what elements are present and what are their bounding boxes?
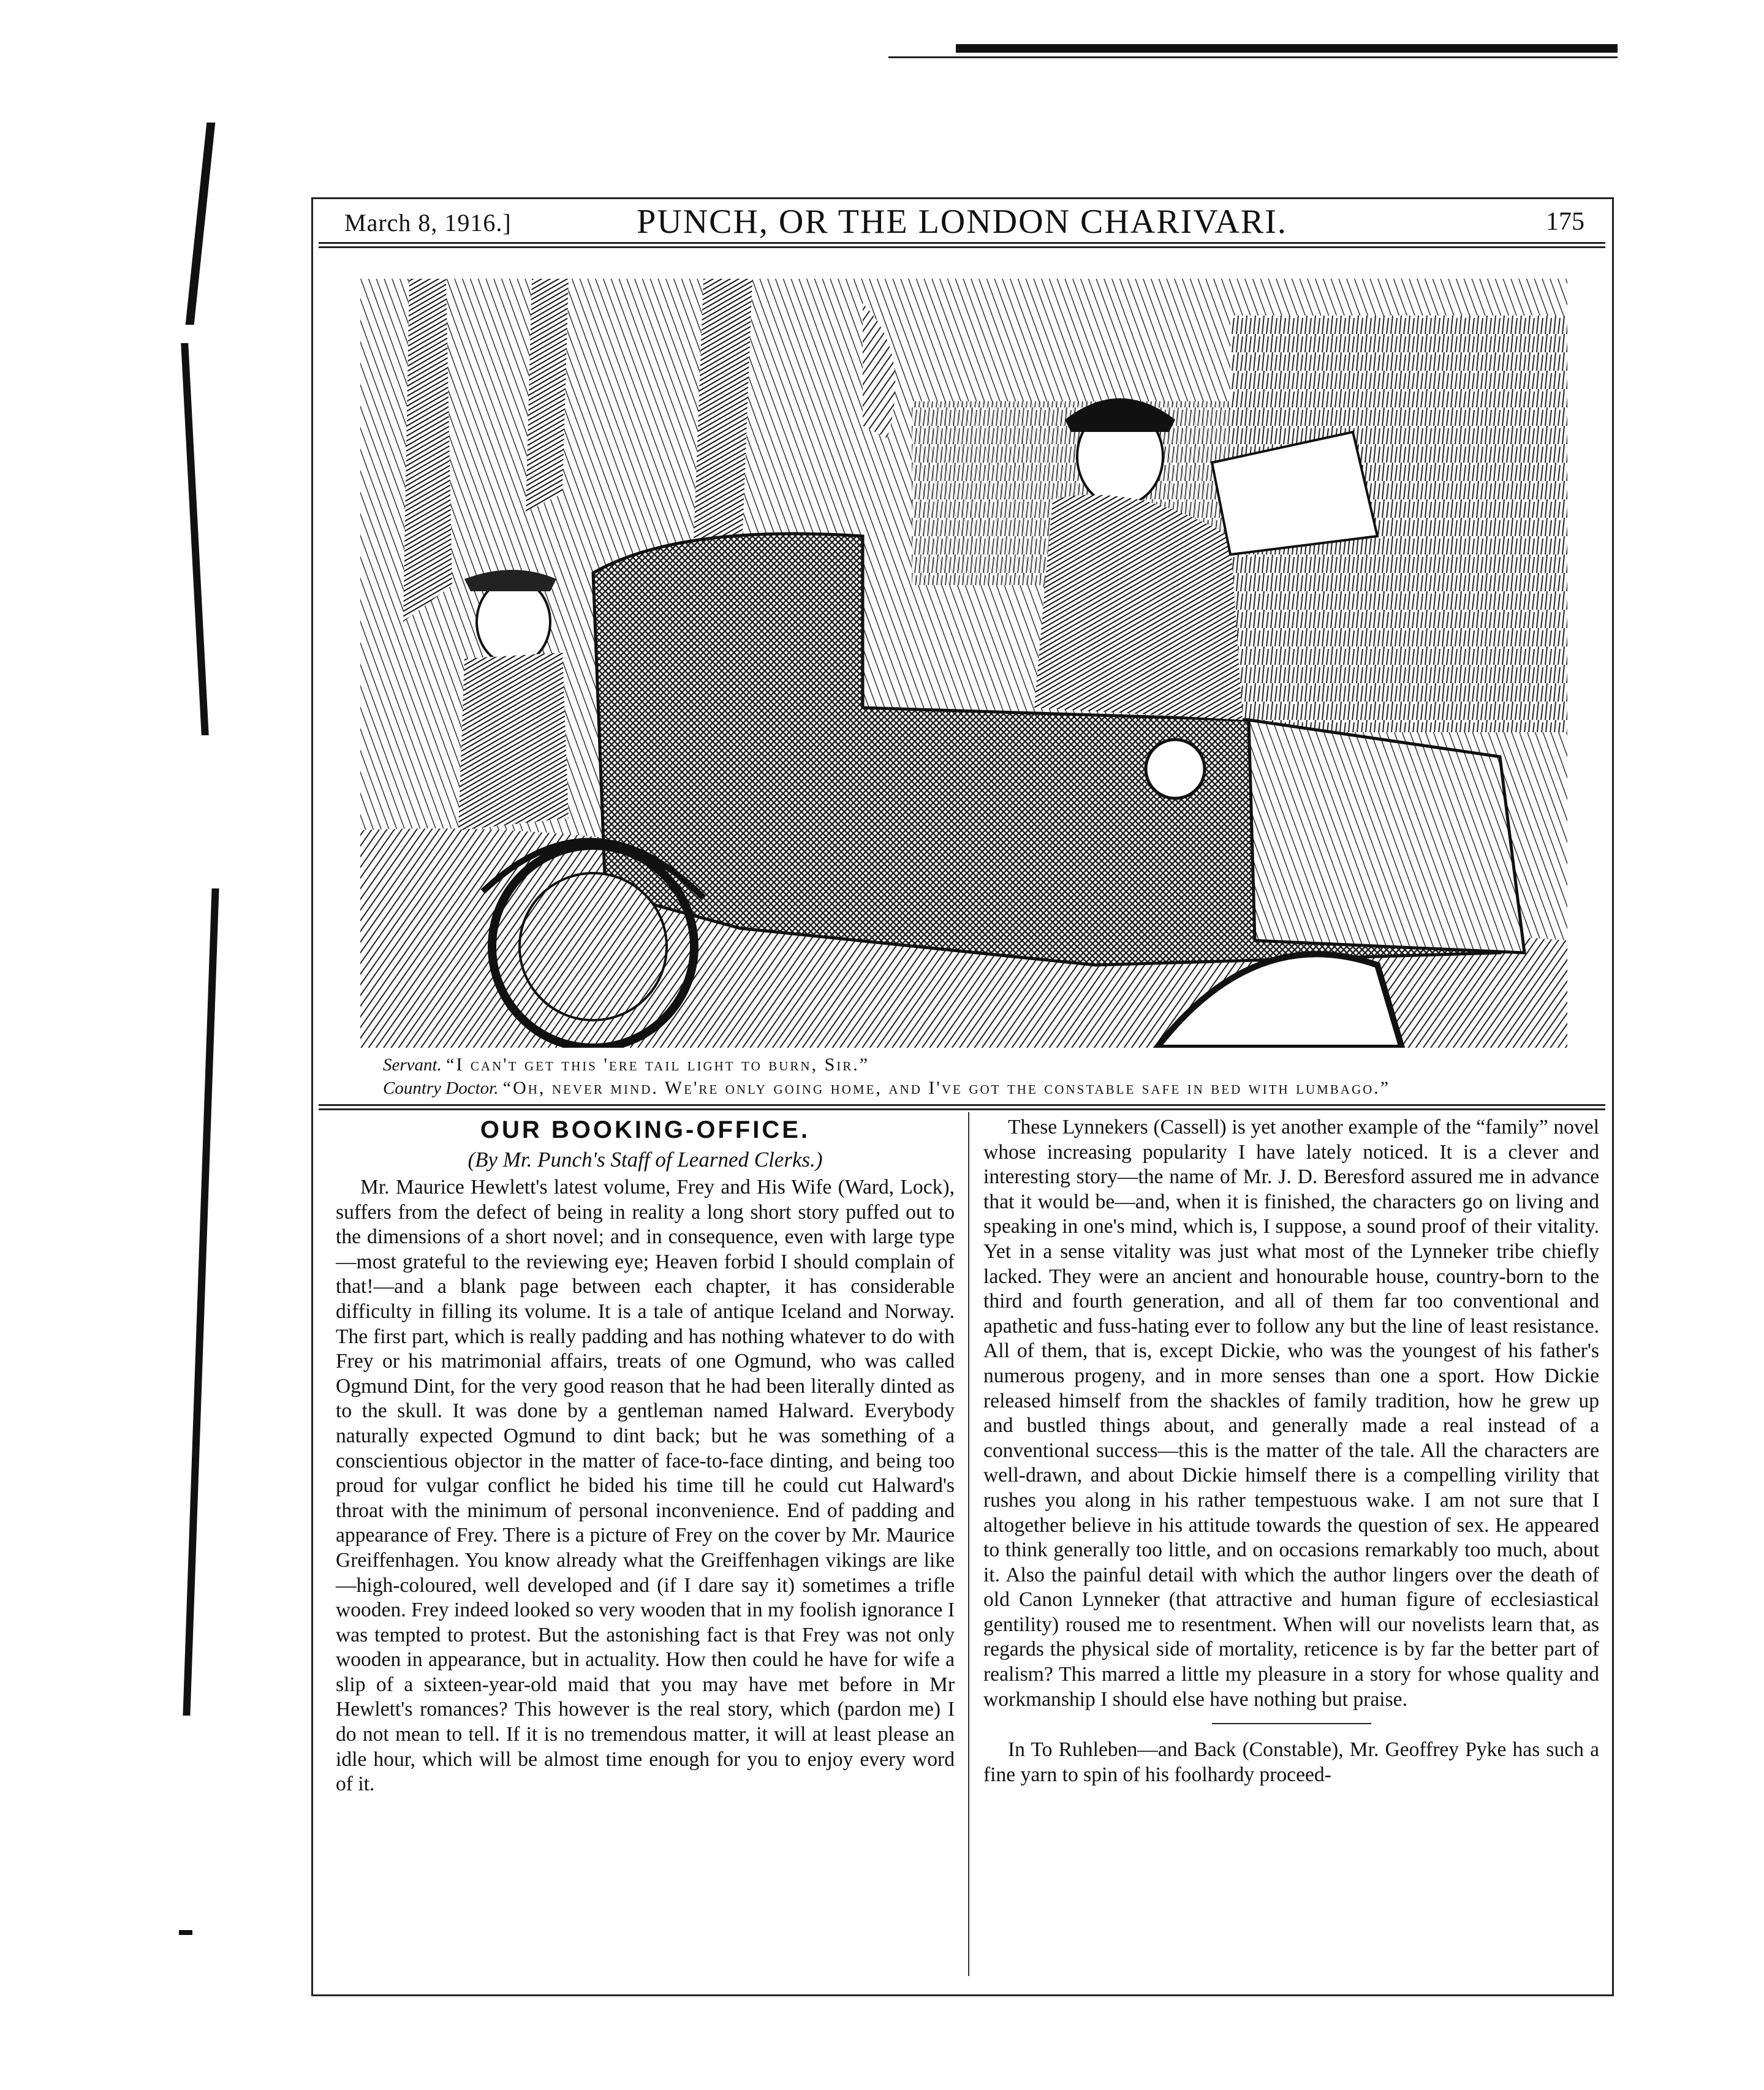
right-column bbox=[983, 1115, 1599, 1787]
issue-date: March 8, 1916.] bbox=[344, 209, 512, 237]
scan-mark-mid bbox=[181, 343, 209, 735]
cartoon-caption-line2 bbox=[383, 1077, 1596, 1099]
magazine-title: PUNCH, OR THE LONDON CHARIVARI. bbox=[637, 203, 1287, 241]
review-ruhleben: In To Ruhleben—and Back (Constable), Mr. Geoffrey Pyke has such a fine yarn to spin of his foolhardy proceed- bbox=[983, 1738, 1599, 1786]
top-rule-thick bbox=[956, 44, 1618, 53]
caption-speaker-doctor: Country Doctor. bbox=[383, 1078, 499, 1098]
left-column bbox=[336, 1115, 955, 1797]
cartoon-caption-line1 bbox=[383, 1054, 1596, 1076]
column-divider bbox=[968, 1112, 969, 1976]
caption-speaker-servant: Servant. bbox=[383, 1055, 442, 1075]
caption-text-servant: “I can't get this 'ere tail light to burn, Sir.” bbox=[446, 1054, 870, 1075]
scan-mark-top bbox=[186, 123, 216, 325]
scan-mark-dot bbox=[179, 1930, 192, 1935]
caption-text-doctor: “Oh, never mind. We're only going home, and I've got the constable safe in bed with lumbago.” bbox=[502, 1078, 1391, 1098]
review-hewlett: Mr. Maurice Hewlett's latest volume, Frey and His Wife (Ward, Lock), suffers from the defect of being in reality a long short story puffed out to the dimensions of a short novel; and in consequence, even with large type—most grateful to the reviewing eye; Heaven forbid I should complain of that!—and a blank page between each chapter, it has considerable difficulty in filling its volume. It is a tale of antique Iceland and Norway. The first part, which is really padding and has nothing whatever to do with Frey or his matrimonial affairs, treats of one Ogmund, who was called Ogmund Dint, for the very good reason that he had been literally dinted as to the skull. It was done by a gentleman named Halward. Everybody naturally expected Ogmund to dint back; but he was something of a conscientious objector in the matter of face-to-face dinting, and being too proud for vulgar conflict he bided his time till he could cut Halward's throat with the minimum of personal inconvenience. End of padding and appearance of Frey. There is a picture of Frey on the cover by Mr. Maurice Greiffenhagen. You know already what the Greiffenhagen vikings are like—high-coloured, well developed and (if I dare say it) sometimes a trifle wooden. Frey indeed looked so very wooden that in my foolish ignorance I was tempted to protest. But the astonishing fact is that Frey was not only wooden in appearance, but in actuality. How then could he have for wife a slip of a sixteen-year-old maid that you may have met before in Mr Hewlett's romances? This however is the real story, which (pardon me) I do not mean to tell. If it is no tremendous matter, it will at least please an idle hour, which will be almost time enough for you to enjoy every word of it. bbox=[336, 1176, 955, 1796]
page-number: 175 bbox=[1546, 208, 1584, 236]
section-separator bbox=[1212, 1723, 1371, 1724]
caption-rule bbox=[319, 1104, 1605, 1110]
cartoon-illustration bbox=[360, 279, 1567, 1048]
scan-mark-low bbox=[183, 888, 219, 1716]
header-rule bbox=[319, 242, 1605, 248]
article-title: OUR BOOKING-OFFICE. bbox=[480, 1116, 811, 1143]
review-lynnekers: These Lynnekers (Cassell) is yet another example of the “family” novel whose increasing popularity I have lately noticed. It is a clever and interesting story—the name of Mr. J. D. Beresford assured me in advance that it would be—and, when it is finished, the characters go on living and speaking in one's mind, which is, I suppose, a sound proof of their vitality. Yet in a sense vitality was just what most of the Lynneker tribe chiefly lacked. They were an ancient and honourable house, country-born to the third and fourth generation, and all of them far too conventional and apathetic and fuss-hating ever to follow any but the line of least resistance. All of them, that is, except Dickie, who was the youngest of his father's numerous progeny, and in more senses than one a sport. How Dickie released himself from the shackles of family tradition, how he grew up and bustled things about, and generally made a real instead of a conventional success—this is the matter of the tale. All the characters are well-drawn, and about Dickie himself there is a compelling virility that rushes you along in his rather tempestuous wake. I am not sure that I altogether believe in his attitude towards the question of sex. He appeared to think generally too little, and on occasions remarkably too much, about it. Also the painful detail with which the author lingers over the death of old Canon Lynneker (that attractive and human figure of ecclesiastical gentility) roused me to resentment. When will our novelists learn that, as regards the physical side of mortality, reticence is by far the better part of realism? This marred a little my pleasure in a story for whose quality and workmanship I should else have nothing but praise. bbox=[983, 1116, 1599, 1711]
page-header bbox=[325, 202, 1599, 239]
top-rule-thin bbox=[888, 56, 1618, 58]
article-byline: (By Mr. Punch's Staff of Learned Clerks.) bbox=[467, 1148, 823, 1172]
